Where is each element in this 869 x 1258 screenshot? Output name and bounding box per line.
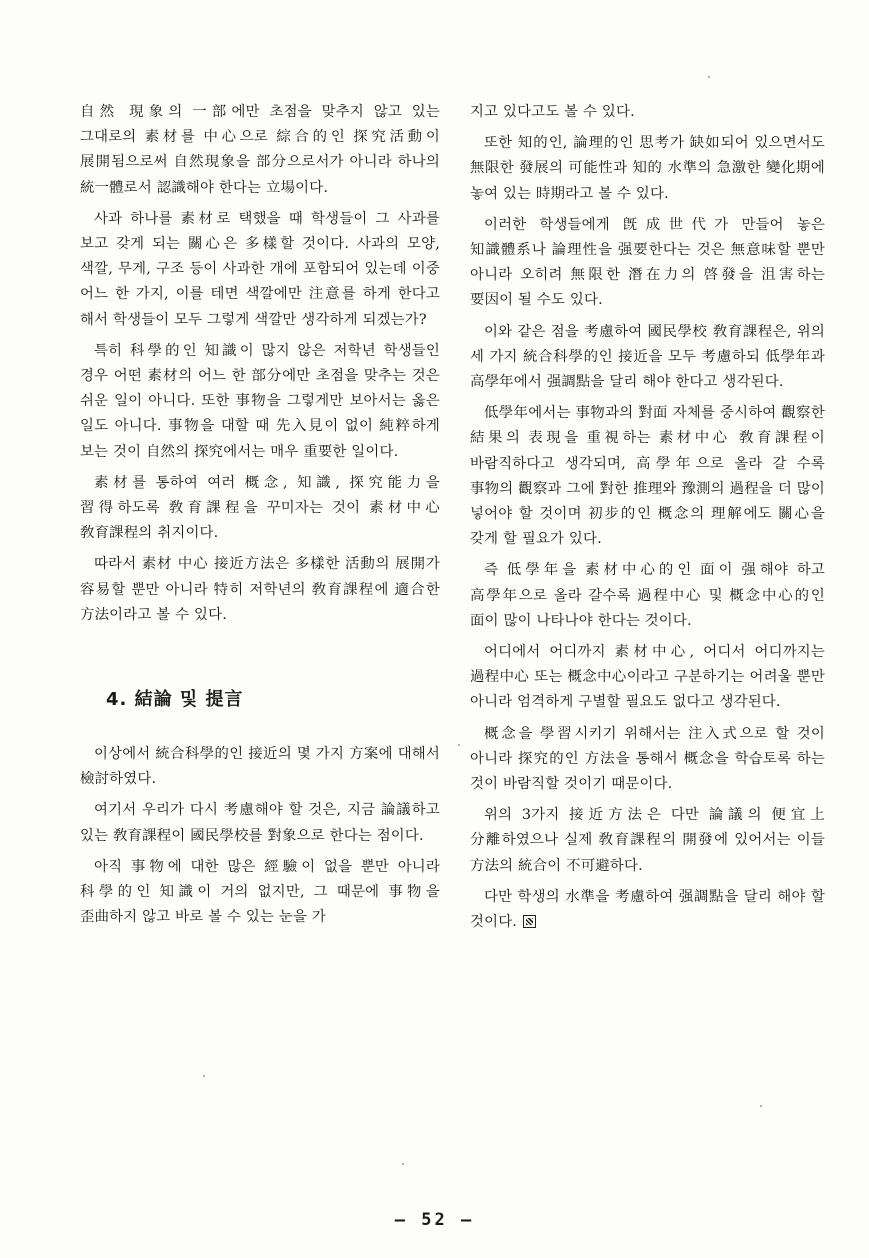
paragraph: 위의 3가지 接近方法은 다만 論議의 便宜上 分離하였으나 실제 敎育課程의 開發에 있어서는 이들 方法의 統合이 不可避하다. bbox=[470, 807, 825, 874]
paragraph: 따라서 素材 中心 接近方法은 多樣한 活動의 展開가 容易할 뿐만 아니라 特히 저학년의 敎育課程에 適合한 方法이라고 볼 수 있다. bbox=[80, 556, 440, 623]
paragraph: 또한 知的인, 論理的인 思考가 缺如되어 있으면서도 無限한 發展의 可能性과 知的 水準의 急激한 變化期에 놓여 있는 時期라고 볼 수 있다. bbox=[470, 135, 825, 202]
section-title: 4. 結論 및 提言 bbox=[106, 689, 244, 711]
paragraph: 특히 科學的인 知識이 많지 않은 저학년 학생들인 경우 어떤 素材의 어느 한 部分에만 초점을 맞추는 것은 쉬운 일이 아니다. 또한 事物을 그렇게만 보아서는 옳은 일도 아니다. 事物을 대할 때 先入見이 없이 純粹하게 보는 것이 自然의 探究에서는 매우 重要한 일이다. bbox=[80, 342, 440, 460]
scan-speck bbox=[203, 1075, 205, 1077]
paragraph: 이와 같은 점을 考慮하여 國民學校 敎育課程은, 위의 세 가지 統合科學的인 接近을 모두 考慮하되 低學年과 高學年에서 强調點을 달리 해야 한다고 생각된다. bbox=[470, 323, 825, 391]
paragraph: 低學年에서는 事物과의 對面 자체를 중시하여 觀察한 結果의 表現을 重視하는 素材中心 敎育課程이 바람직하다고 생각되며, 高學年으로 올라 갈 수록 事物의 觀察과 그에 對한 推理와 豫測의 過程을 더 많이 넣어야 할 것이며 初步的인 概念의 理解에도 關心을 갖게 할 필요가 있다. bbox=[470, 405, 825, 548]
page-number: — 52 — bbox=[394, 1210, 475, 1230]
end-of-article-icon bbox=[523, 915, 536, 928]
right-column bbox=[470, 100, 825, 941]
paragraph: 아직 事物에 대한 많은 經驗이 없을 뿐만 아니라 科學的인 知識이 거의 없지만, 그 때문에 事物을 歪曲하지 않고 바로 볼 수 있는 눈을 가 bbox=[80, 858, 440, 926]
paragraph: 이러한 학생들에게 旣成世代가 만들어 놓은 知識體系나 論理性을 强要한다는 것은 無意味할 뿐만 아니라 오히려 無限한 潛在力의 啓發을 沮害하는 要因이 될 수도 있다. bbox=[470, 216, 825, 309]
left-column bbox=[80, 100, 440, 936]
paragraph: 自然 現象의 一部에만 초점을 맞추지 않고 있는 그대로의 素材를 中心으로 綜合的인 探究活動이 展開됨으로써 自然現象을 部分으로서가 아니라 하나의 統一體로서 認識해야 한다는 立場이다. bbox=[80, 104, 440, 196]
scan-speck bbox=[760, 1105, 762, 1107]
paragraph: 지고 있다고도 볼 수 있다. bbox=[470, 104, 635, 120]
paragraph: 概念을 學習시키기 위해서는 注入式으로 할 것이 아니라 探究的인 方法을 통해서 概念을 학습토록 하는 것이 바람직할 것이기 때문이다. bbox=[470, 725, 825, 793]
final-paragraph bbox=[470, 885, 825, 935]
paragraph: 여기서 우리가 다시 考慮해야 할 것은, 지금 論議하고 있는 敎育課程이 國民學校를 對象으로 한다는 점이다. bbox=[80, 802, 440, 844]
paragraph: 즉 低學年을 素材中心的인 面이 强해야 하고 高學年으로 올라 갈수록 過程中心 및 概念中心的인 面이 많이 나타나야 한다는 것이다. bbox=[470, 562, 825, 629]
paragraph: 어디에서 어디까지 素材中心, 어디서 어디까지는 過程中心 또는 概念中心이라고 구분하기는 어려울 뿐만 아니라 엄격하게 구별할 필요도 없다고 생각된다. bbox=[470, 644, 825, 711]
paragraph: 이상에서 統合科學的인 接近의 몇 가지 方案에 대해서 檢討하였다. bbox=[80, 746, 440, 788]
scan-speck bbox=[708, 76, 710, 78]
paragraph: 素材를 통하여 여러 概念, 知識, 探究能力을 習得하도록 敎育課程을 꾸미자는 것이 素材中心 敎育課程의 취지이다. bbox=[80, 474, 440, 542]
paragraph: 사과 하나를 素材로 택했을 때 학생들이 그 사과를 보고 갖게 되는 關心은 多樣할 것이다. 사과의 모양, 색깔, 무게, 구조 등이 사과한 개에 포함되어 있는데 이중 어느 한 가지, 이를 테면 색깔에만 注意를 하게 한다고 해서 학생들이 모두 그렇게 색깔만 생각하게 되겠는가? bbox=[80, 210, 440, 328]
scan-speck bbox=[458, 744, 460, 746]
scan-speck bbox=[402, 1163, 404, 1165]
final-paragraph-text: 다만 학생의 水準을 考慮하여 强調點을 달리 해야 할 것이다. bbox=[470, 888, 825, 931]
